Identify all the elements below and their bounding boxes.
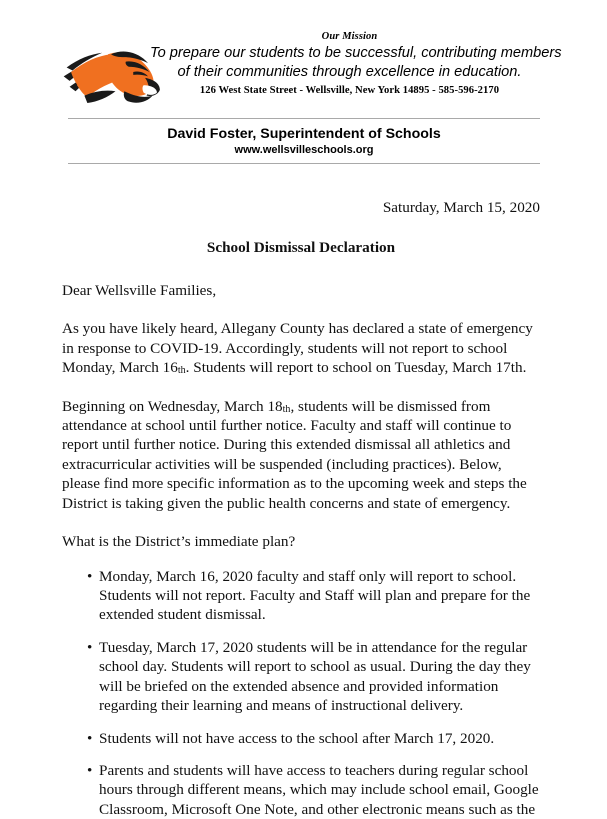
- superintendent-name: David Foster, Superintendent of Schools: [167, 126, 441, 142]
- mission-statement-line-1: To prepare our students to be successful, contributing members: [150, 45, 562, 61]
- bullet-icon: •: [87, 761, 93, 779]
- ordinal-suffix-16th: th: [177, 365, 186, 377]
- paragraph-1-text-a: As you have likely heard, Allegany County has declared a state of emergency in response to COVID-19. Accordingly, students will not report to school Monday, March 16: [62, 320, 533, 377]
- bullet-icon: •: [87, 729, 93, 747]
- page-title: School Dismissal Declaration: [206, 239, 396, 256]
- list-item-text: Tuesday, March 17, 2020 students will be in attendance for the regular school day. Students will report to school as usual. During the day they will be briefed on the extended absence and provided information regarding their learning and means of instructional delivery.: [99, 638, 531, 715]
- list-item-text: Monday, March 16, 2020 faculty and staff only will report to school. Students will not report. Faculty and Staff will plan and prepare for the extended student dismissal.: [99, 567, 531, 624]
- paragraph-2-text-b: , students will be dismissed from attendance at school until further notice. Faculty and staff will continue to report until further notice. During this extended dismissal all athletics and extracurricular activities will be suspended (including practices). Below, please find more specific information as to the upcoming week and steps the District is taking given the public health concerns and state of emergency.: [62, 397, 527, 512]
- immediate-plan-question: What is the District’s immediate plan?: [62, 533, 296, 551]
- letterhead: [0, 0, 607, 97]
- paragraph-1-text-b: . Students will report to school on Tuesday, March 17th.: [185, 359, 527, 377]
- mission-heading: Our Mission: [321, 31, 378, 42]
- ordinal-suffix-18th: th: [282, 403, 291, 415]
- header-divider-bottom: [68, 163, 540, 164]
- list-item: [62, 638, 540, 716]
- paragraph-dismissal-details: [62, 397, 540, 513]
- letter-body: [62, 186, 540, 819]
- bullet-icon: •: [87, 567, 93, 585]
- list-item-text: Parents and students will have access to teachers during regular school hours through different means, which may include school email, Google Classroom, Microsoft One Note, and other electronic means such as the: [99, 761, 539, 818]
- salutation: Dear Wellsville Families,: [62, 282, 217, 299]
- list-item: [62, 567, 540, 625]
- mission-statement-line-2: of their communities through excellence in education.: [177, 64, 522, 81]
- header-divider-top: [68, 118, 540, 119]
- paragraph-state-of-emergency: [62, 319, 540, 377]
- district-website: www.wellsvilleschools.org: [234, 144, 374, 156]
- list-item-text: Students will not have access to the school after March 17, 2020.: [99, 729, 495, 747]
- list-item: [62, 729, 540, 748]
- superintendent-block: [68, 126, 540, 157]
- bullet-icon: •: [87, 638, 93, 656]
- immediate-plan-list: [62, 567, 540, 819]
- mission-block: [150, 30, 562, 98]
- letter-date: Saturday, March 15, 2020: [382, 199, 540, 216]
- district-address: 126 West State Street - Wellsville, New York 14895 - 585-596-2170: [199, 85, 500, 97]
- paragraph-2-text-a: Beginning on Wednesday, March 18: [62, 397, 283, 415]
- list-item: [62, 761, 540, 819]
